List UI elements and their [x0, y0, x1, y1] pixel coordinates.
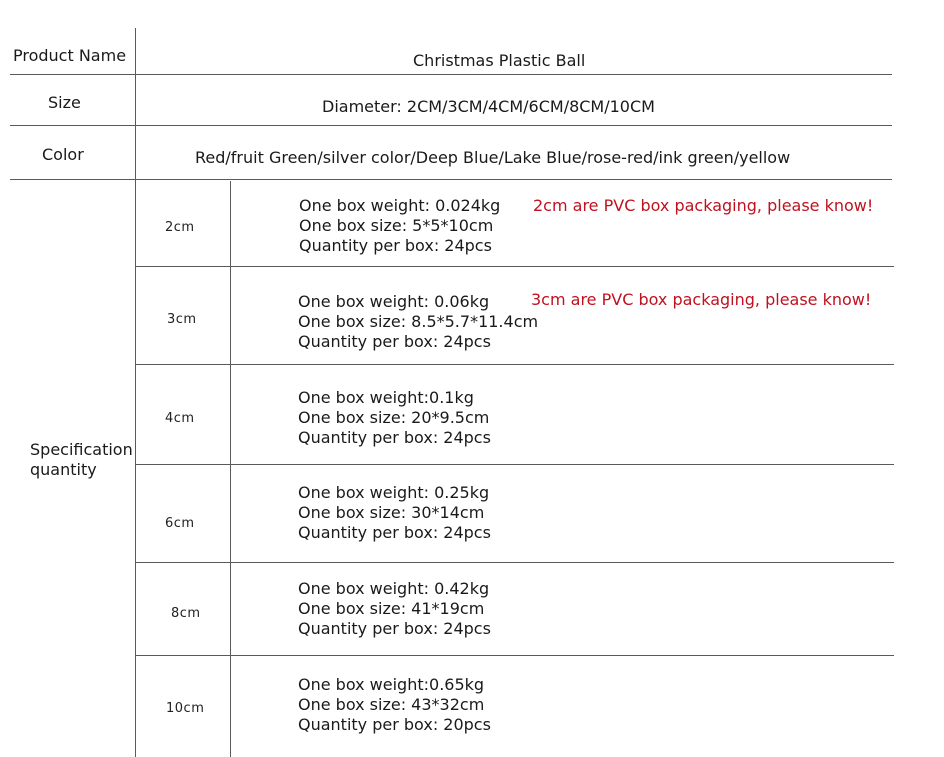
color-value: Red/fruit Green/silver color/Deep Blue/Lake Blue/rose-red/ink green/yellow — [195, 148, 791, 167]
spec-box-size: One box size: 43*32cm — [298, 695, 485, 714]
spec-details-8cm — [298, 579, 491, 639]
row-divider-color — [10, 179, 892, 180]
spec-size-10cm: 10cm — [166, 701, 205, 716]
spec-size-2cm: 2cm — [165, 220, 195, 235]
spec-quantity: Quantity per box: 24pcs — [298, 332, 491, 351]
product-name-value: Christmas Plastic Ball — [413, 51, 586, 70]
row-divider-size — [10, 125, 892, 126]
spec-quantity: Quantity per box: 20pcs — [298, 715, 491, 734]
spec-details-3cm — [298, 292, 538, 352]
specification-label — [30, 440, 133, 480]
spec-size-3cm: 3cm — [167, 312, 197, 327]
row-divider-name — [10, 74, 892, 75]
spec-quantity: Quantity per box: 24pcs — [298, 523, 491, 542]
color-label: Color — [42, 145, 84, 164]
spec-quantity: Quantity per box: 24pcs — [298, 428, 491, 447]
size-label: Size — [48, 93, 81, 112]
size-value: Diameter: 2CM/3CM/4CM/6CM/8CM/10CM — [322, 97, 655, 116]
spec-divider-4 — [136, 562, 894, 563]
spec-weight: One box weight:0.65kg — [298, 675, 485, 694]
spec-details-6cm — [298, 483, 491, 543]
column-divider-label — [135, 28, 136, 757]
spec-size-8cm: 8cm — [171, 606, 201, 621]
spec-quantity: Quantity per box: 24pcs — [298, 619, 491, 638]
spec-divider-2 — [136, 364, 894, 365]
spec-box-size: One box size: 30*14cm — [298, 503, 485, 522]
product-name-label: Product Name — [13, 46, 127, 65]
spec-weight: One box weight: 0.25kg — [298, 483, 490, 502]
spec-divider-3 — [136, 464, 894, 465]
spec-weight: One box weight: 0.024kg — [299, 196, 501, 215]
spec-details-10cm — [298, 675, 491, 735]
spec-box-size: One box size: 20*9.5cm — [298, 408, 490, 427]
spec-weight: One box weight: 0.42kg — [298, 579, 490, 598]
spec-quantity: Quantity per box: 24pcs — [299, 236, 492, 255]
column-divider-size — [230, 181, 231, 757]
spec-weight: One box weight:0.1kg — [298, 388, 474, 407]
spec-details-4cm — [298, 388, 491, 448]
spec-size-4cm: 4cm — [165, 411, 195, 426]
packaging-note-3cm: 3cm are PVC box packaging, please know! — [531, 290, 872, 309]
spec-size-6cm: 6cm — [165, 516, 195, 531]
specification-label-line2: quantity — [30, 460, 97, 479]
spec-box-size: One box size: 8.5*5.7*11.4cm — [298, 312, 539, 331]
spec-box-size: One box size: 5*5*10cm — [299, 216, 494, 235]
spec-weight: One box weight: 0.06kg — [298, 292, 490, 311]
specification-label-line1: Specification — [30, 440, 133, 459]
spec-divider-1 — [136, 266, 894, 267]
spec-divider-5 — [136, 655, 894, 656]
packaging-note-2cm: 2cm are PVC box packaging, please know! — [533, 196, 874, 215]
spec-details-2cm — [299, 196, 500, 256]
spec-box-size: One box size: 41*19cm — [298, 599, 485, 618]
